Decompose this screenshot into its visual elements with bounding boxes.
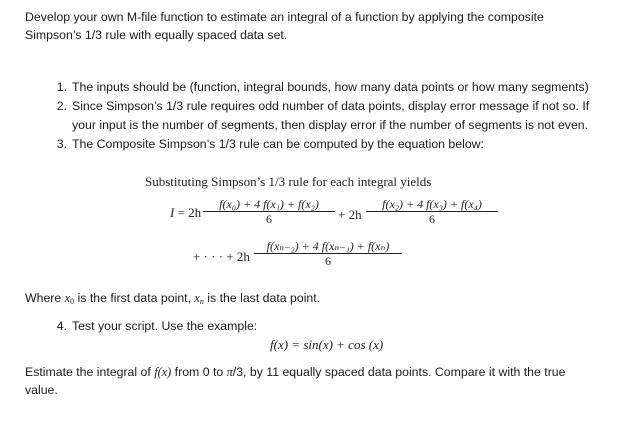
list-number: 4. xyxy=(56,319,67,333)
list-number: 3. xyxy=(56,137,67,151)
fraction-1-denominator: 6 xyxy=(266,212,272,226)
equation-continuation: + · · · + 2h xyxy=(193,249,250,264)
inline-pi: π xyxy=(226,365,233,379)
var-x0: x xyxy=(64,291,71,305)
equation-plus-2h: + 2h xyxy=(338,207,362,222)
list-item-text: Test your script. Use the example: xyxy=(72,319,258,333)
where-line xyxy=(25,290,320,310)
var-xn: x xyxy=(194,291,200,305)
estimate-line-1 xyxy=(25,364,565,380)
list-item-text: The inputs should be (function, integral bounds, how many data points or how many segments) xyxy=(72,80,589,94)
estimate-line-2: value. xyxy=(25,383,58,397)
intro-line-2: Simpson’s 1/3 rule with equally spaced data set. xyxy=(25,28,288,42)
list-number: 1. xyxy=(56,80,67,94)
list-number: 2. xyxy=(56,99,67,113)
fraction-2 xyxy=(366,197,498,226)
list-item-text-cont: your input is the number of segments, then display error if the number of segments is not even. xyxy=(72,118,589,132)
where-suffix: is the last data point. xyxy=(203,291,321,305)
equation-caption: Substituting Simpson’s 1/3 rule for each integral yields xyxy=(145,174,432,189)
where-prefix: Where xyxy=(25,291,65,305)
fraction-1-numerator: f(x₀) + 4 f(x₁) + f(x₂) xyxy=(219,197,319,211)
fraction-3-numerator: f(xₙ₋₂) + 4 f(xₙ₋₁) + f(xₙ) xyxy=(266,239,390,253)
fraction-3-denominator: 6 xyxy=(325,254,331,268)
estimate-text-c: /3, by 11 equally spaced data points. Compare it with the true xyxy=(232,365,566,379)
fraction-2-numerator: f(x₂) + 4 f(x₃) + f(x₄) xyxy=(382,197,482,211)
estimate-text-a: Estimate the integral of xyxy=(25,365,155,379)
var-xn-subscript: n xyxy=(199,297,204,306)
inline-fx: f(x) xyxy=(154,365,172,379)
test-function-formula: f(x) = sin(x) + cos (x) xyxy=(270,337,384,352)
equation-lhs: I xyxy=(170,205,175,220)
where-mid: is the first data point, xyxy=(74,291,195,305)
equation-equals-2h: = 2h xyxy=(177,205,202,220)
list-item-text: The Composite Simpson’s 1/3 rule can be computed by the equation below: xyxy=(72,137,484,151)
fraction-2-denominator: 6 xyxy=(429,212,435,226)
fraction-1 xyxy=(203,197,335,226)
estimate-text-b: from 0 to xyxy=(171,365,227,379)
fraction-3 xyxy=(254,239,402,268)
var-x0-subscript: 0 xyxy=(70,297,75,306)
intro-line-1: Develop your own M-file function to estimate an integral of a function by applying the composite xyxy=(25,10,544,24)
list-item-text: Since Simpson’s 1/3 rule requires odd number of data points, display error message if not so. If xyxy=(72,99,590,113)
